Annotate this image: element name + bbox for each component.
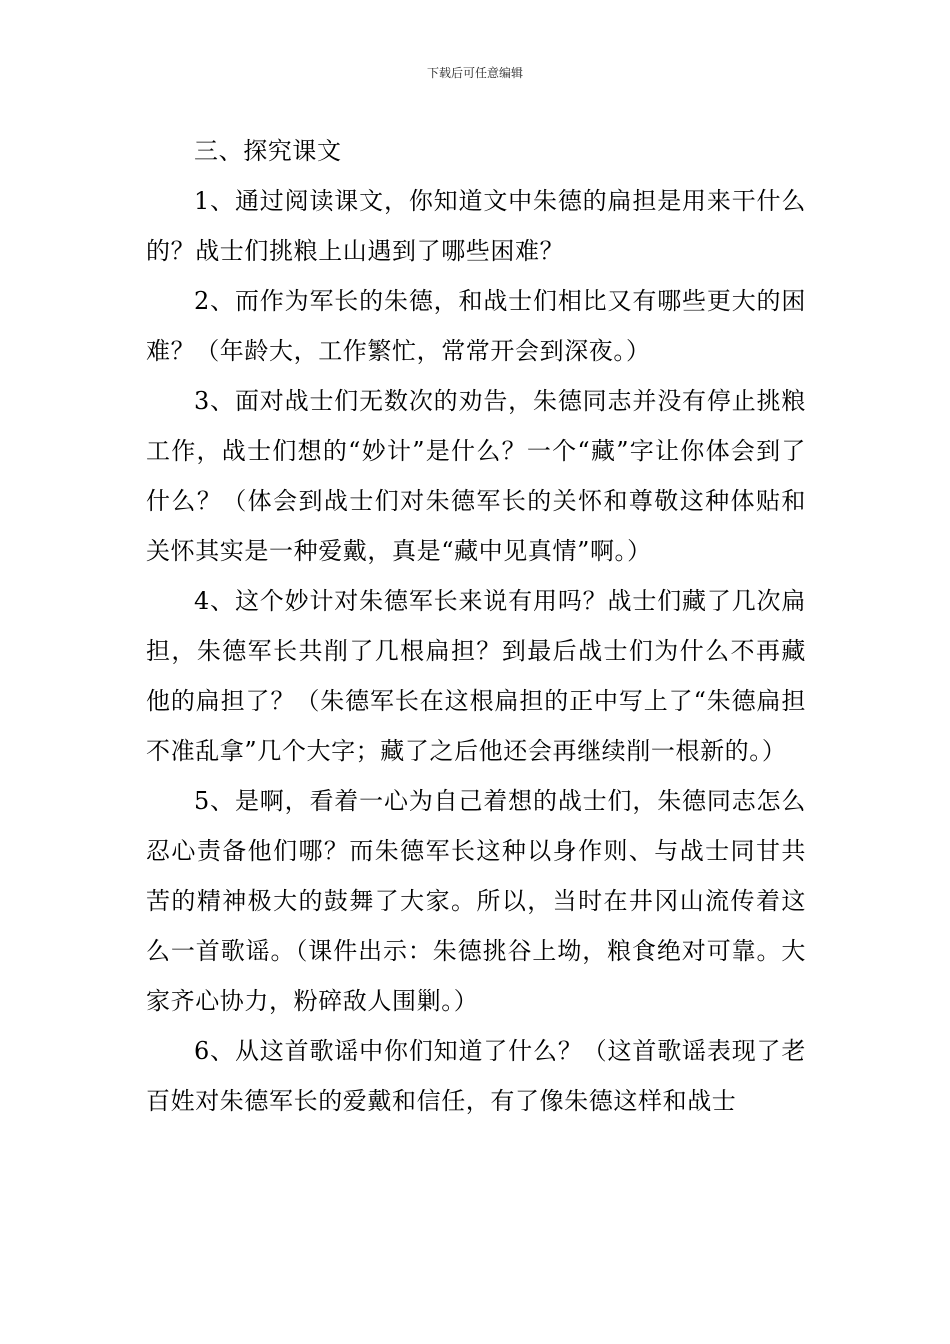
paragraph-4: 4、这个妙计对朱德军长来说有用吗？战士们藏了几次扁担，朱德军长共削了几根扁担？到最后战士们为什么不再藏他的扁担了？（朱德军长在这根扁担的正中写上了“朱德扁担不准乱拿”几个大字；藏了之后他还会再继续削一根新的。）: [146, 587, 806, 765]
paragraph-3: 3、面对战士们无数次的劝告，朱德同志并没有停止挑粮工作，战士们想的“妙计”是什么？一个“藏”字让你体会到了什么？（体会到战士们对朱德军长的关怀和尊敬这种体贴和关怀其实是一种爱戴，真是“藏中见真情”啊。）: [146, 387, 806, 565]
paragraph-6: 6、从这首歌谣中你们知道了什么？（这首歌谣表现了老百姓对朱德军长的爱戴和信任，有了像朱德这样和战士: [146, 1037, 806, 1115]
section-title: 三、探究课文: [194, 137, 342, 165]
paragraph-2: 2、而作为军长的朱德，和战士们相比又有哪些更大的困难？（年龄大，工作繁忙，常常开会到深夜。）: [146, 287, 806, 365]
paragraph-1: 1、通过阅读课文，你知道文中朱德的扁担是用来干什么的？战士们挑粮上山遇到了哪些困难？: [146, 187, 806, 265]
document-body: [146, 126, 806, 1126]
paragraph-5: 5、是啊，看着一心为自己着想的战士们，朱德同志怎么忍心责备他们哪？而朱德军长这种以身作则、与战士同甘共苦的精神极大的鼓舞了大家。所以，当时在井冈山流传着这么一首歌谣。（课件出示：朱德挑谷上坳，粮食绝对可靠。大家齐心协力，粉碎敌人围剿。）: [146, 787, 806, 1015]
page-header: 下载后可任意编辑: [426, 66, 523, 80]
